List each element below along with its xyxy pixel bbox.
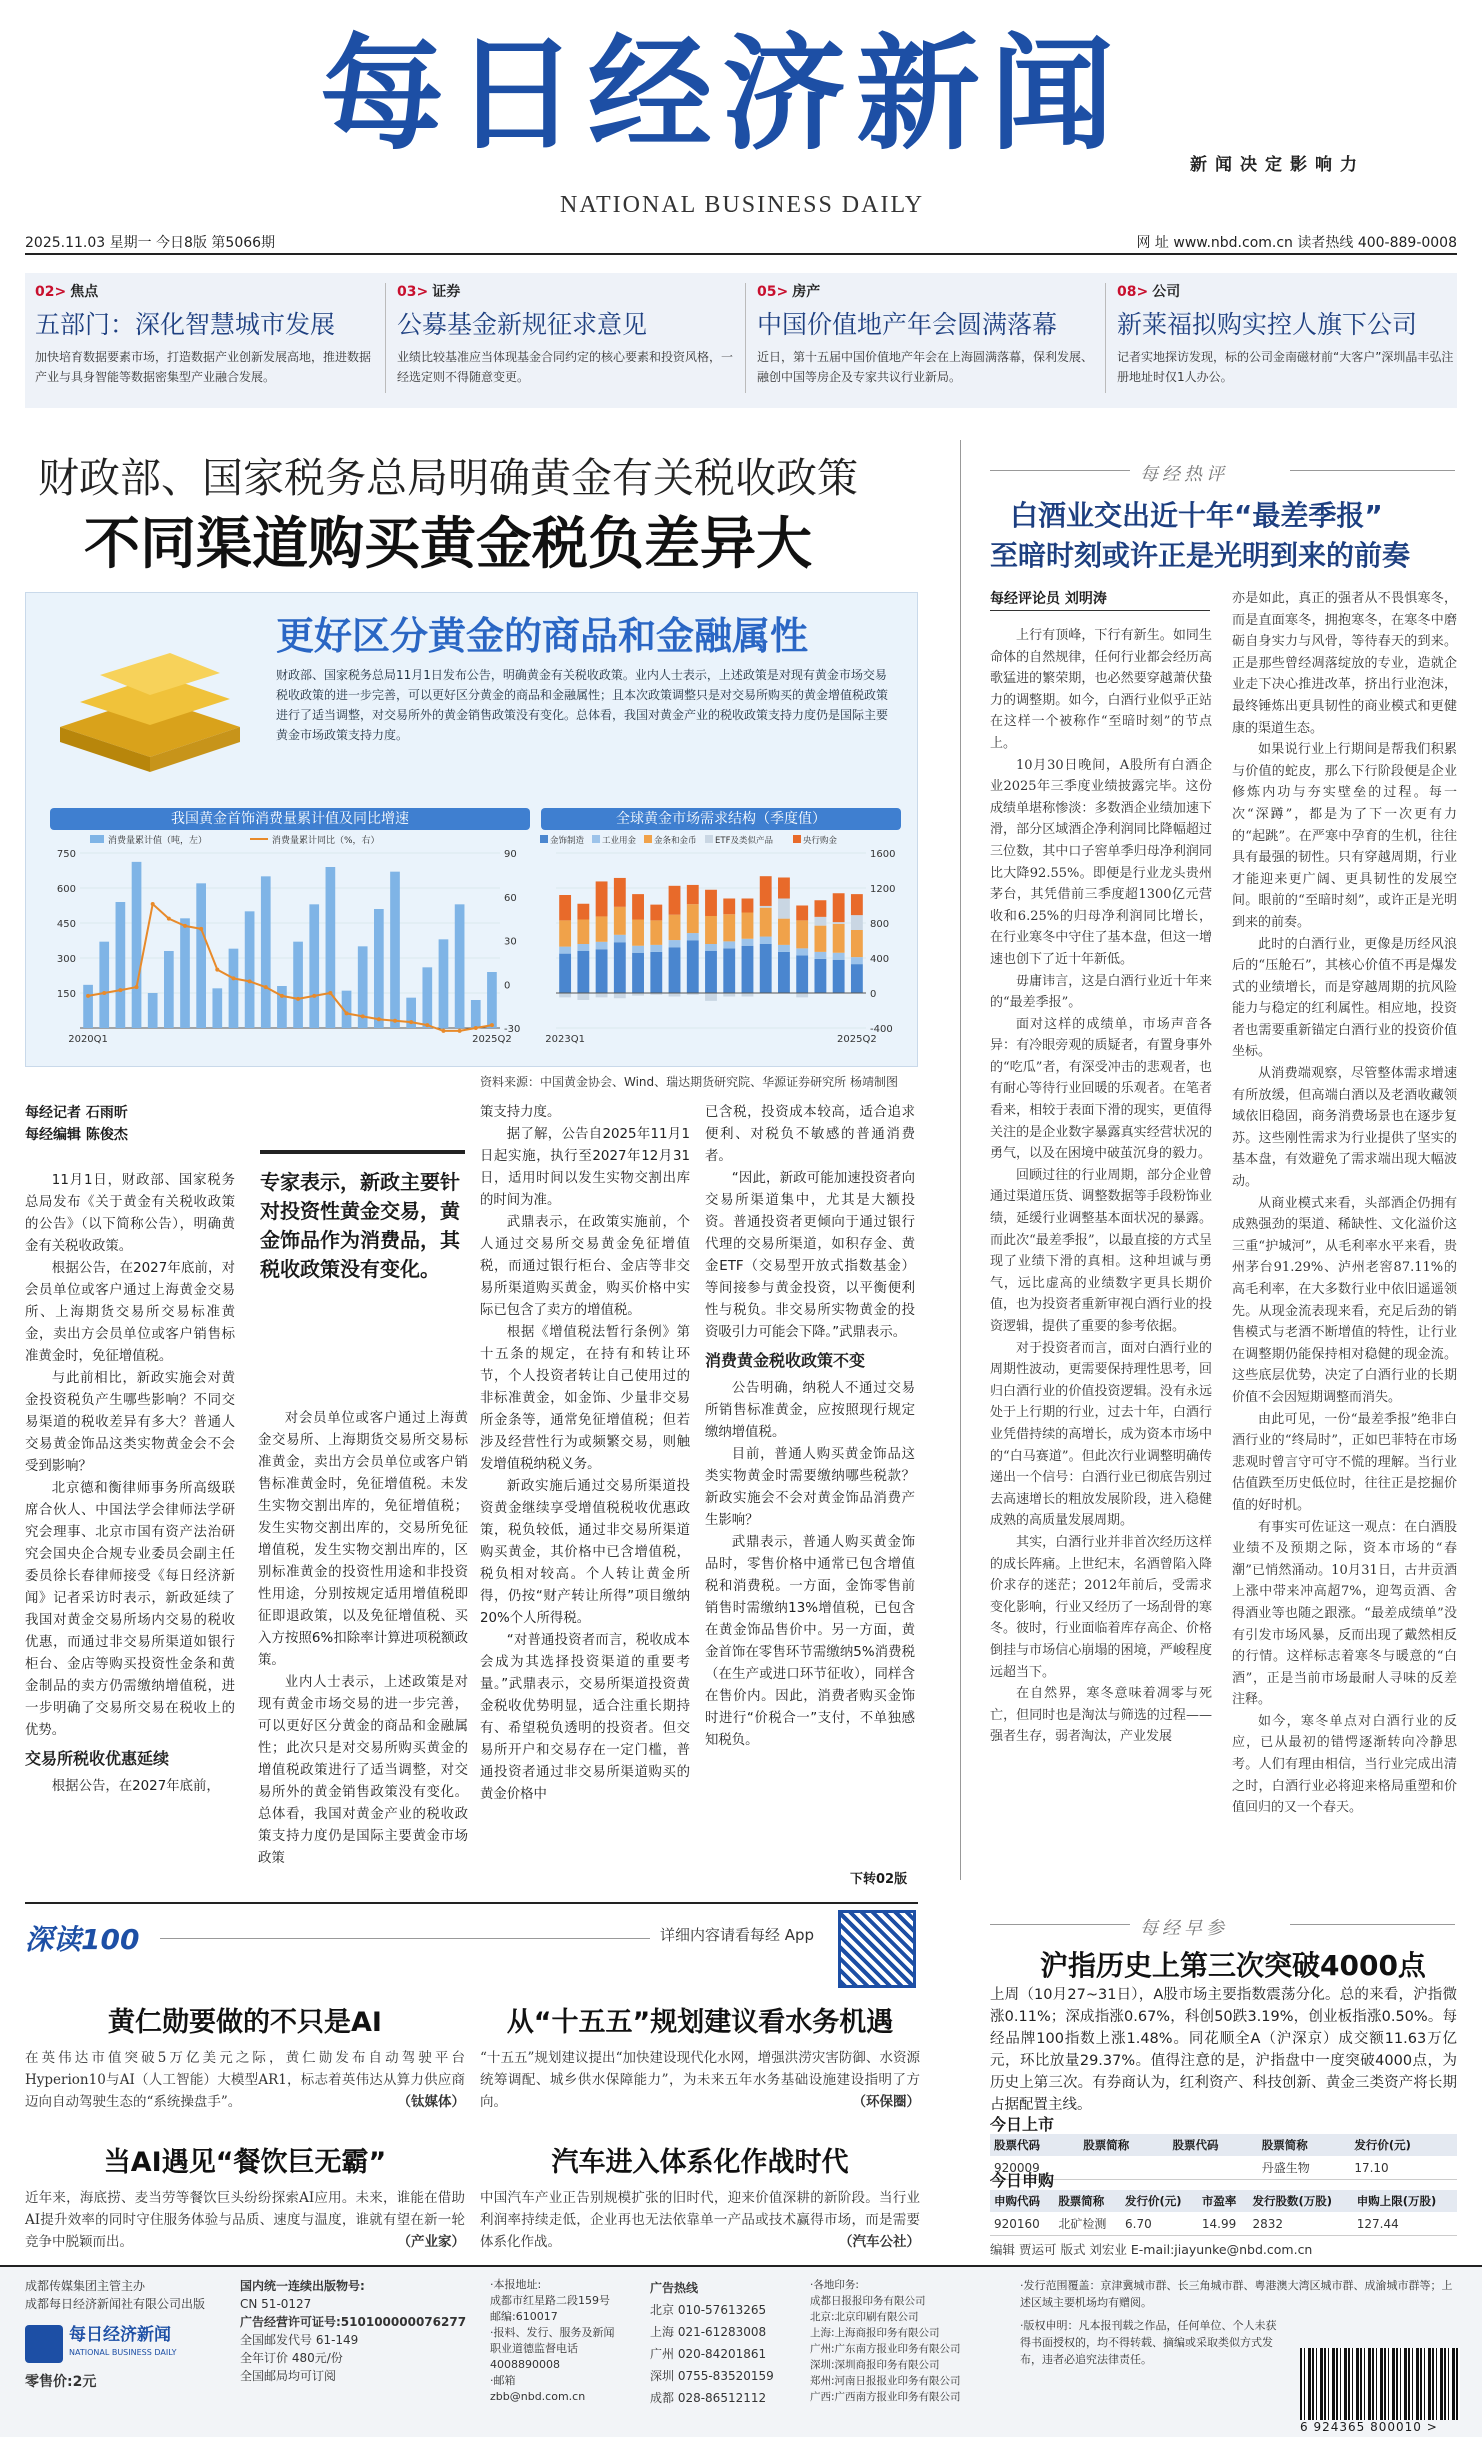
stacked-bar-segment: [687, 904, 699, 933]
y-tick: 600: [56, 884, 76, 895]
footer-notes: ·发行范围覆盖：京津冀城市群、长三角城市群、粤港澳大湾区城市群、成渝城市群等；上述区域主要机场均有赠阅。 ·版权申明：凡本报刊载之作品，任何单位、个人未获得书面授权的，均不得转载、摘编或采取类似方式发布，违者必追究法律责任。: [1020, 2279, 1453, 2366]
review-col-2: 亦是如此，真正的强者从不畏惧寒冬，而是直面寒冬，拥抱寒冬，在寒冬中磨砺自身实力与风骨，等待春天的到来。正是那些曾经凋落绽放的专业，造就企业走下决心推进改革，挤出行业泡沫，最终锤炼出更具韧性的商业模式和更健康的渠道生态。 如果说行业上行期间是帮我们积累与价值的蛇皮，那么下行阶段便是企业修炼内功与夯实壁垒的过程。每一次“深蹲”，都是为了下一次更有力的“起跳”。在严寒中孕育的生机，往往具有最强的韧性。只有穿越周期，行业才能迎来更广阔、更具韧性的发展空间。眼前的“至暗时刻”，或许正是光明到来的前奏。 此时的白酒行业，更像是历经风浪后的“压舱石”，其核心价值不再是爆发式的业绩增长，而是穿越周期的抗风险能力与稳定的红利属性。相应地，投资者也需要重新锚定白酒行业的投资价值坐标。 从消费端观察，尽管整体需求增速有所放缓，但高端白酒以及老酒收藏领域依旧稳固，商务消费场景也在逐步复苏。这些刚性需求为行业提供了坚实的基本盘，有效避免了需求端出现大幅波动。 从商业模式来看，头部酒企仍拥有成熟强劲的渠道、稀缺性、文化溢价这三重“护城河”，从毛利率水平来看，贵州茅台91.29%、泸州老窖87.11%的高毛利率，在大多数行业中依旧遥遥领先。从现金流表现来看，充足后劲的销售模式与老酒不断增值的特性，让行业在调整期仍能保持相对稳健的现金流。这些底层优势，决定了白酒行业的长期价值不会因短期调整而消失。 由此可见，一份“最差季报”绝非白酒行业的“终局时”，正如巴菲特在市场悲观时曾言守可守不慌的理解。当行业估值跌至历史低位时，往往正是挖掘价值的好时机。 有事实可佐证这一观点：在白酒股业绩不及预期之际，资本市场的“春潮”已悄然涌动。10月31日，古井贡酒上涨中带来冲高超7%，迎驾贡酒、舍得酒业等也随之跟涨。“最差成绩单”没有引发市场风暴，反而出现了戴然相反的行情。这样标志着寒冬与暖意的“白酒”，正是当前市场最耐人寻味的反差注释。 如今，寒冬单点对白酒行业的反应，已从最初的错愕逐渐转向冷静思考。人们有理由相信，当行业完成出清之时，白酒行业必将迎来格局重塑和价值回归的又一个春天。: [1232, 591, 1457, 1816]
subscribe-title: 今日申购: [990, 2171, 1055, 2190]
legend-label: 金饰制造: [550, 836, 585, 846]
stacked-bar-segment: [614, 907, 626, 935]
stacked-bar-segment: [632, 894, 644, 919]
stacked-bar-segment: [760, 906, 772, 908]
legend-swatch: [793, 835, 801, 843]
line-point: [151, 902, 155, 906]
bar: [196, 883, 206, 1028]
y-tick: 1600: [870, 849, 896, 860]
review-col-1: 上行有顶峰，下行有新生。如同生命体的自然规律，任何行业都会经历高歌猛进的繁荣期，也必然要穿越萧伏蛰力的调整期。如今，白酒行业似乎正站在这样一个被称作“至暗时刻”的节点上。 10月30日晚间，A股所有白酒企业2025年三季度业绩披露完毕。这份成绩单堪称惨淡：多数酒企业绩加速下滑，部分区域酒企净利润同比降幅超过三位数，其中口子窖单季归母净利润同比大降92.55%。即便是行业龙头贵州茅台，其凭借前三季度超1300亿元营收和6.25%的归母净利润同比增长，在行业寒冬中守住了基本盘，但这一增速也创下了近十年新低。 毋庸讳言，这是白酒行业近十年来的“最差季报”。 面对这样的成绩单，市场声音各异：有冷眼旁观的质疑者，有置身事外的“吃瓜”者，有深受冲击的悲观者，也有耐心等待行业回暖的乐观者。在笔者看来，相较于表面下滑的现实，更值得关注的是企业数字暴露真实经营状况的勇气，以及在困境中破茧沉身的毅力。 回顾过往的行业周期，部分企业曾通过渠道压货、调整数据等手段粉饰业绩，延缓行业调整基本面状况的暴露。而此次“最差季报”，以最直接的方式呈现了业绩下滑的真相。这种坦诚与勇气，远比虚高的业绩数字更具长期价值，也为投资者重新审视白酒行业的投资逻辑，提供了重要的参考依据。 对于投资者而言，面对白酒行业的周期性波动，更需要保持理性思考，回归白酒行业的价值投资逻辑。没有永远处于上行期的行业，过去十年，白酒行业凭借持续的高增长，成为资本市场中的“白马赛道”。但此次行业调整明确传递出一个信号：白酒行业已彻底告别过去高速增长的粗放发展阶段，进入稳健成熟的高质量发展周期。 其实，白酒行业并非首次经历这样的成长阵痛。上世纪末，名酒曾陷入降价求存的迷茫；2012年前后，受需求变化影响，行业又经历了一场刮骨的寒冬。彼时，行业面临着库存高企、价格倒挂与市场信心崩塌的困境，严峻程度远超当下。 在自然界，寒冬意味着凋零与死亡，但同时也是淘汰与筛选的过程——强者生存，弱者淘汰，产业发展: [990, 628, 1212, 1745]
deep-item-2[interactable]: 从“十五五”规划建议看水务机遇 “十五五”规划建议提出“加快建设现代化水网，增强洪涝灾害防御、水资源统筹调配、城乡供水保障能力”，为未来五年水务基础设施建设指明了方向。 （环保圈）: [480, 2000, 920, 2113]
bar: [83, 985, 93, 1028]
legend-label: 工业用金: [602, 836, 637, 846]
bar: [487, 972, 497, 1028]
footer: [0, 2265, 1482, 2437]
line-point: [102, 991, 106, 995]
stacked-bar-segment: [577, 904, 589, 920]
legend-swatch: [705, 835, 713, 843]
legend-label: ETF及类似产品: [715, 836, 773, 846]
line-point: [86, 994, 90, 998]
stacked-bar-segment: [814, 917, 826, 926]
teaser-title[interactable]: 公募基金新规征求意见: [397, 310, 648, 339]
stacked-bar-segment: [796, 993, 808, 997]
bar: [132, 862, 142, 1028]
stacked-bar-segment: [742, 946, 754, 993]
y2-tick: 30: [504, 936, 517, 948]
stacked-bar-segment: [577, 951, 589, 993]
legend-label: 央行购金: [803, 836, 838, 846]
bar: [99, 942, 109, 1028]
line-point: [409, 1020, 413, 1024]
stacked-bar-segment: [687, 885, 699, 904]
stacked-bar-segment: [559, 954, 571, 993]
bar: [229, 949, 239, 1028]
stacked-bar-segment: [705, 951, 717, 993]
line-point: [135, 985, 139, 989]
review-author: 每经评论员 刘明涛: [990, 591, 1107, 607]
stacked-bar-segment: [760, 908, 772, 937]
lead-col-2: 对会员单位或客户通过上海黄金交易所、上海期货交易所交易标准黄金，卖出方会员单位或客户销售标准黄金时，免征增值税。未发生实物交割出库的，免征增值税；发生实物交割出库的，交易所免征增值税，发生实物交割出库的，区别标准黄金的投资性用途和非投资性用途，分别按规定适用增值税即征即退政策，以及免征增值税、买入方按照6%扣除率计算进项税额政策。 业内人士表示，上述政策是对现有黄金市场交易的进一步完善，可以更好区分黄金的商品和金融属性；此次只是对交易所购买黄金的增值税政策进行了适当调整，对交易所外的黄金销售政策没有变化。总体看，我国对黄金产业的税收政策支持力度仍是国际主要黄金市场政策: [258, 1411, 468, 1866]
stacked-bar-segment: [596, 942, 608, 949]
line-point: [425, 1023, 429, 1027]
bar: [293, 942, 303, 1028]
lead-col-1: 11月1日，财政部、国家税务总局发布《关于黄金有关税收政策的公告》（以下简称公告），明确黄金有关税收政策。 根据公告，在2027年底前，对会员单位或客户通过上海黄金交易所、上海期货交易所交易标准黄金，卖出方会员单位或客户销售标准黄金时，免征增值税。 与此前相比，新政实施会对黄金投资税负产生哪些影响？不同交易渠道的税收差异有多大？普通人交易黄金饰品这类实物黄金会不会受到影响？ 北京德和衡律师事务所高级联席合伙人、中国法学会律师法学研究会理事、北京市国有资产法治研究会国央企合规专业委员会副主任委员徐长春律师接受《每日经济新闻》记者采访时表示，新政延续了我国对黄金交易所场内交易的税收优惠，而通过非交易所渠道如银行柜台、金店等购买投资性金条和黄金制品的卖方仍需缴纳增值税，进一步明确了交易所交易在税收上的优势。 交易所税收优惠延续 根据公告，在2027年底前，: [25, 1173, 235, 1794]
stacked-bar-segment: [723, 899, 735, 915]
line-point: [490, 1023, 494, 1027]
y-tick: -400: [870, 1024, 893, 1035]
stacked-bar-segment: [687, 933, 699, 940]
stacked-bar-segment: [814, 952, 826, 959]
line-point: [345, 1011, 349, 1015]
footer-logo: 每日经济新闻 NATIONAL BUSINESS DAILY: [25, 2325, 225, 2363]
line-point: [361, 1014, 365, 1018]
y-tick: 750: [56, 849, 76, 860]
stacked-bar-segment: [596, 916, 608, 941]
morning-label: 每经早参: [1140, 1918, 1228, 1939]
teaser-1[interactable]: 02> 焦点 五部门：深化智慧城市发展 加快培育数据要素市场，打造数据产业创新发展高地，推进数据产业与具身智能等数据密集型产业融合发展。: [35, 281, 380, 401]
line-point: [458, 1029, 462, 1033]
stacked-bar-segment: [814, 959, 826, 993]
stacked-bar-segment: [814, 926, 826, 952]
y-tick: 800: [870, 919, 890, 930]
y-tick: 150: [56, 989, 76, 1000]
infographic: [25, 592, 918, 1067]
stacked-bar-segment: [577, 993, 589, 1000]
stacked-bar-segment: [669, 886, 681, 915]
stacked-bar-segment: [723, 914, 735, 941]
bar: [164, 951, 174, 1028]
line-point: [474, 1026, 478, 1030]
line-point: [377, 1017, 381, 1021]
bar: [422, 967, 432, 1028]
qr-code[interactable]: [838, 1910, 916, 1988]
legend-swatch: [592, 835, 600, 843]
jump-link[interactable]: 下转02版: [850, 1872, 908, 1887]
stacked-bar-segment: [833, 924, 845, 953]
bar: [212, 988, 222, 1028]
stacked-bar-segment: [705, 993, 717, 1001]
listing-title: 今日上市: [990, 2115, 1055, 2134]
stacked-bar-segment: [833, 893, 845, 922]
deep-item-3[interactable]: 当AI遇见“餐饮巨无霸” 近年来，海底捞、麦当劳等餐饮巨头纷纷探索AI应用。未来，谁能在借助AI提升效率的同时守住服务体验与品质、速度与温度，谁就有望在新一轮竞争中脱颖而出。 （产业家）: [25, 2140, 465, 2253]
bar: [277, 986, 287, 1028]
stacked-bar-segment: [559, 920, 571, 946]
bar: [261, 876, 271, 1028]
stacked-bar-segment: [614, 935, 626, 942]
stacked-bar-segment: [742, 993, 754, 997]
line-point: [328, 991, 332, 995]
page-editor: 编辑 贾运可 版式 刘宏业 E-mail:jiayunke@nbd.com.cn: [990, 2242, 1313, 2257]
stacked-bar-segment: [650, 952, 662, 993]
deep-item-1[interactable]: 黄仁勋要做的不只是AI 在英伟达市值突破5万亿美元之际，黄仁勋发布自动驾驶平台Hyperion10与AI（人工智能）大模型AR1，标志着英伟达从算力供应商迈向自动驾驶生态的“系统操盘手”。 （钛媒体）: [25, 2000, 465, 2113]
stacked-bar-segment: [796, 948, 808, 955]
bar: [309, 904, 319, 1028]
x-tick: 2025Q2: [837, 1034, 877, 1045]
y-tick: 300: [56, 954, 76, 965]
teaser-title[interactable]: 中国价值地产年会圆满落幕: [757, 310, 1058, 339]
barcode-number: 6 924365 800010 >: [1300, 2420, 1438, 2434]
graphic-title: 更好区分黄金的商品和金融属性: [276, 614, 809, 658]
masthead-english: NATIONAL BUSINESS DAILY: [560, 192, 925, 218]
stacked-bar-segment: [851, 915, 863, 930]
chart-gold-demand: [536, 833, 911, 1063]
stacked-bar-segment: [760, 876, 772, 906]
teaser-2[interactable]: 03> 证券 公募基金新规征求意见 业绩比较基准应当体现基金合同约定的核心要素和投资风格，一经选定则不得随意变更。: [397, 281, 742, 401]
y-tick: 0: [870, 989, 877, 1000]
y-tick: 400: [870, 954, 890, 965]
stacked-bar-segment: [705, 916, 717, 944]
stacked-bar-segment: [632, 953, 644, 993]
stacked-bar-segment: [851, 964, 863, 993]
bar: [326, 867, 336, 1028]
pull-quote: 专家表示，新政主要针对投资性黄金交易，黄金饰品作为消费品，其税收政策没有变化。: [260, 1150, 465, 1284]
stacked-bar-segment: [669, 940, 681, 947]
bar: [148, 993, 158, 1028]
line-point: [118, 988, 122, 992]
y2-tick: 0: [504, 980, 511, 992]
y-tick: 1200: [870, 884, 896, 895]
morning-title: 沪指历史上第三次突破4000点: [1040, 1949, 1426, 1982]
review-label: 每经热评: [1140, 464, 1228, 485]
line-point: [264, 985, 268, 989]
footer-org: 成都传媒集团主管主办 成都每日经济新闻社有限公司出版 每日经济新闻 NATIONAL BUSINESS DAILY 零售价:2元: [25, 2277, 225, 2391]
reporter: 每经记者 石雨昕: [25, 1105, 128, 1121]
teaser-text: 加快培育数据要素市场，打造数据产业创新发展高地，推进数据产业与具身智能等数据密集型产业融合发展。: [35, 350, 372, 384]
legend-label: 金条和金币: [654, 836, 697, 846]
line-point: [199, 927, 203, 931]
stacked-bar-segment: [796, 906, 808, 921]
review-title-1: 白酒业交出近十年“最差季报”: [1010, 499, 1383, 532]
stacked-bar-segment: [833, 960, 845, 993]
stacked-bar-segment: [851, 894, 863, 915]
stacked-bar-segment: [669, 948, 681, 994]
teaser-text: 近日，第十五届中国价值地产年会在上海圆满落幕，保利发展、融创中国等房企及专家共议行业新局。: [757, 350, 1094, 384]
legend-swatch: [644, 835, 652, 843]
masthead-slogan: 新闻决定影响力: [1190, 155, 1365, 175]
editor: 每经编辑 陈俊杰: [25, 1127, 128, 1143]
stacked-bar-segment: [577, 944, 589, 951]
stacked-bar-segment: [596, 993, 608, 997]
chart2-title: 全球黄金市场需求结构（季度值）: [541, 808, 901, 830]
stacked-bar-segment: [742, 939, 754, 946]
subhead-consumer: 消费黄金税收政策不变: [705, 1351, 866, 1370]
bar: [390, 872, 400, 1028]
line-point: [183, 924, 187, 928]
stacked-bar-segment: [778, 945, 790, 952]
masthead-title: 每日经济新闻: [320, 23, 1125, 167]
deep-read-logo: 深读100: [25, 1923, 140, 1956]
legend-swatch: [90, 835, 104, 843]
y2-tick: 60: [504, 892, 517, 904]
teaser-text: 业绩比较基准应当体现基金合同约定的核心要素和投资风格，一经选定则不得随意变更。: [397, 350, 734, 384]
stacked-bar-segment: [814, 900, 826, 917]
stacked-bar-segment: [650, 920, 662, 945]
stacked-bar-segment: [833, 922, 845, 924]
stacked-bar-segment: [778, 899, 790, 919]
stacked-bar-segment: [614, 942, 626, 993]
stacked-bar-segment: [778, 919, 790, 945]
stacked-bar-segment: [723, 941, 735, 948]
footer-printers: ·各地印务: 成都日报报印务有限公司 北京:北京印刷有限公司 上海:上海商报印务有限公司 广州:广东南方报业印务有限公司 深圳:深圳商报印务有限公司 郑州:河南日报报业印务有限公司 广西:广西南方报业印务有限公司: [810, 2279, 961, 2403]
stacked-bar-segment: [851, 957, 863, 964]
line-point: [393, 1019, 397, 1023]
stacked-bar-segment: [796, 955, 808, 993]
stacked-bar-segment: [669, 915, 681, 940]
bar: [245, 911, 255, 1028]
stacked-bar-segment: [778, 952, 790, 993]
teaser-title[interactable]: 五部门：深化智慧城市发展: [35, 310, 336, 339]
stacked-bar-segment: [723, 993, 735, 997]
deep-item-title: 黄仁勋要做的不只是AI: [108, 2007, 382, 2038]
deep-item-title: 从“十五五”规划建议看水务机遇: [506, 2007, 894, 2038]
bar: [180, 918, 190, 1028]
graphic-intro: 财政部、国家税务总局11月1日发布公告，明确黄金有关税收政策。业内人士表示，上述政策是对现有黄金市场交易税收政策的进一步完善，可以更好区分黄金的商品和金融属性；且本次政策调整只是对交易所购买的黄金增值税政策进行了适当调整，对交易所外的黄金销售政策没有变化。总体看，我国对黄金产业的税收政策支持力度仍是国际主要黄金市场政策支持力度。: [276, 668, 889, 742]
lead-headline: 不同渠道购买黄金税负差异大: [84, 512, 812, 577]
stacked-bar-segment: [632, 946, 644, 953]
teaser-title[interactable]: 新莱福拟购实控人旗下公司: [1117, 310, 1418, 339]
footer-issn: 国内统一连续出版物号: CN 51-0127 广告经营许可证号:510100000076277 全国邮发代号 61-149 全年订价 480元/份 全国邮局均可订阅: [240, 2279, 467, 2383]
dateline: 2025.11.03 星期一 今日8版 第5066期: [25, 235, 276, 251]
teaser-4[interactable]: 08> 公司 新莱福拟购实控人旗下公司 记者实地探访发现，标的公司金南磁材前“大客户”深圳晶丰弘注册地址时仅1人办公。: [1117, 281, 1462, 401]
y2-tick: -30: [504, 1024, 521, 1035]
footer-address: ·本报地址: 成都市红星路二段159号 邮编:610017 ·报料、发行、服务及新闻 职业道德监督电话 4008890008 ·邮箱 zbb@nbd.com.cn: [490, 2278, 615, 2403]
stacked-bar-segment: [559, 947, 571, 954]
x-tick: 2020Q1: [68, 1034, 108, 1045]
barcode: [1300, 2348, 1460, 2420]
review-title-2: 至暗时刻或许正是光明到来的前奏: [990, 539, 1411, 572]
y2-tick: 90: [504, 849, 517, 860]
chart1-title: 我国黄金首饰消费量累计值及同比增速: [50, 808, 530, 830]
x-tick: 2023Q1: [545, 1034, 585, 1045]
bar: [471, 1000, 481, 1028]
stacked-bar-segment: [778, 878, 790, 899]
stacked-bar-segment: [760, 937, 772, 944]
line-point: [167, 917, 171, 921]
subscribe-table: 申购代码 股票简称 发行价(元) 市盈率 发行股数(万股) 申购上限(万股) 920160 北矿检测 6.70 14.99 2832 127.44: [990, 2190, 1457, 2236]
legend-swatch: [540, 835, 548, 843]
lead-col-3: 策支持力度。 据了解，公告自2025年11月1日起实施，执行至2027年12月31日，适用时间以发生实物交割出库的时间为准。 武鼎表示，在政策实施前，个人通过交易所交易黄金免征增值税，而通过银行柜台、金店等非交易所渠道购买黄金，购买价格中实际已包含了卖方的增值税。 根据《增值税法暂行条例》第十五条的规定，在持有和转让环节，个人投资者转让自己使用过的非标准黄金，如金饰、少量非交易所金条等，通常免征增值税；但若涉及经营性行为或频繁交易，则触发增值税纳税义务。 新政实施后通过交易所渠道投资黄金继续享受增值税税收优惠政策，税负较低，通过非交易所渠道购买黄金，其价格中已含增值税，税负相对较高。个人转让黄金所得，仍按“财产转让所得”项目缴纳20%个人所得税。 “对普通投资者而言，税收成本会成为其选择投资渠道的重要考量。”武鼎表示，交易所渠道投资黄金税收优势明显，适合注重长期持有、希望税负透明的投资者。但交易所开户和交易存在一定门槛，普通投资者通过非交易所渠道购买的黄金价格中: [480, 1105, 690, 1802]
stacked-bar-segment: [614, 993, 626, 998]
x-tick: 2025Q2: [472, 1034, 512, 1045]
stacked-bar-segment: [705, 890, 717, 916]
line-point: [312, 994, 316, 998]
y-tick: 450: [56, 919, 76, 930]
bar: [455, 904, 465, 1028]
stacked-bar-segment: [650, 945, 662, 952]
stacked-bar-segment: [669, 993, 681, 997]
stacked-bar-segment: [796, 920, 808, 948]
top-rule: [25, 253, 1457, 255]
lead-col-4: 已含税，投资成本较高，适合追求便利、对税负不敏感的普通消费者。 “因此，新政可能加速投资者向交易所渠道集中，尤其是大额投资。普通投资者更倾向于通过银行代理的交易所渠道，如积存金、黄金ETF（交易型开放式指数基金）等间接参与黄金投资，以平衡便利性与税负。非交易所实物黄金的投资吸引力可能会下降。”武鼎表示。 消费黄金税收政策不变 公告明确，纳税人不通过交易所销售标准黄金，应按照现行规定缴纳增值税。 目前，普通人购买黄金饰品这类实物黄金时需要缴纳哪些税款？新政实施会不会对黄金饰品消费产生影响？ 武鼎表示，普通人购买黄金饰品时，零售价格中通常已包含增值税和消费税。一方面，金饰零售前销售时需缴纳13%增值税，已包含在黄金饰品售价中。另一方面，黄金首饰在零售环节需缴纳5%消费税（在生产或进口环节征收），同样含在售价内。因此，消费者购买金饰时进行“价税合一”支付，不单独感知税负。: [705, 1105, 915, 1748]
line-point: [248, 979, 252, 983]
line-point: [215, 968, 219, 972]
bar: [116, 902, 126, 1028]
chart-jewelry-consumption: [40, 833, 540, 1063]
teaser-text: 记者实地探访发现，标的公司金南磁材前“大客户”深圳晶丰弘注册地址时仅1人办公。: [1117, 350, 1454, 384]
teaser-3[interactable]: 05> 房产 中国价值地产年会圆满落幕 近日，第十五届中国价值地产年会在上海圆满落幕，保利发展、融创中国等房企及专家共议行业新局。: [757, 281, 1102, 401]
stacked-bar-segment: [851, 930, 863, 957]
stacked-bar-segment: [687, 941, 699, 994]
morning-text: 上周（10月27~31日），A股市场主要指数震荡分化。总的来看，沪指微涨0.11%；深成指涨0.67%，科创50跌3.19%，创业板指涨0.50%。每经品牌100指数上涨1.48%。同花顺全A（沪深京）成交额11.63万亿元，环比放量29.37%。值得注意的是，沪指盘中一度突破4000点，为历史上第三次。有券商认为，红利资产、科技创新、黄金三类资产将长期占据配置主线。: [990, 1987, 1457, 2113]
bar: [439, 939, 449, 1028]
website-hotline: 网 址 www.nbd.com.cn 读者热线 400-889-0008: [1136, 235, 1457, 251]
line-point: [296, 997, 300, 1001]
stacked-bar-segment: [760, 944, 772, 993]
stacked-bar-segment: [559, 993, 571, 997]
deep-item-title: 汽车进入体系化作战时代: [551, 2147, 849, 2178]
deep-read-hint: 详细内容请看每经 App: [660, 1926, 815, 1944]
gold-bars-illustration: [40, 607, 260, 777]
stacked-bar-segment: [742, 913, 754, 939]
line-point: [280, 994, 284, 998]
stacked-bar-segment: [596, 949, 608, 993]
deep-item-4[interactable]: 汽车进入体系化作战时代 中国汽车产业正告别规模扩张的旧时代，迎来价值深耕的新阶段。当行业利润率持续走低，企业再也无法依靠单一产品或技术赢得市场，而是需要体系化作战。 （汽车公社）: [480, 2140, 920, 2253]
lead-kicker: 财政部、国家税务总局明确黄金有关税收政策: [38, 454, 858, 502]
listing-table: 股票代码 股票简称 股票代码 股票简称 发行价(元) 920009 丹盛生物 17.10: [990, 2134, 1457, 2180]
stacked-bar-segment: [632, 920, 644, 946]
deep-item-title: 当AI遇见“餐饮巨无霸”: [103, 2147, 387, 2178]
subhead-exchange: 交易所税收优惠延续: [25, 1749, 170, 1768]
legend-label: 消费量累计同比（%，右）: [272, 836, 380, 846]
stacked-bar-segment: [614, 878, 626, 907]
stacked-bar-segment: [833, 953, 845, 960]
line-point: [231, 976, 235, 980]
stacked-bar-segment: [596, 881, 608, 916]
footer-ads: 广告热线 北京 010-57613265 上海 021-61283008 广州 020-84201861 深圳 0755-83520159 成都 028-86512112: [650, 2281, 774, 2405]
stacked-bar-segment: [577, 920, 589, 945]
bar: [374, 909, 384, 1028]
line-point: [441, 1029, 445, 1033]
legend-label: 消费量累计值（吨，左）: [108, 836, 208, 846]
graphic-source: 资料来源：中国黄金协会、Wind、瑞达期货研究院、华源证券研究所 杨靖制图: [480, 1075, 898, 1089]
stacked-bar-segment: [742, 899, 754, 913]
teaser-bar: [25, 273, 1457, 408]
stacked-bar-segment: [559, 895, 571, 920]
stacked-bar-segment: [705, 944, 717, 951]
stacked-bar-segment: [723, 948, 735, 993]
stacked-bar-segment: [650, 905, 662, 921]
